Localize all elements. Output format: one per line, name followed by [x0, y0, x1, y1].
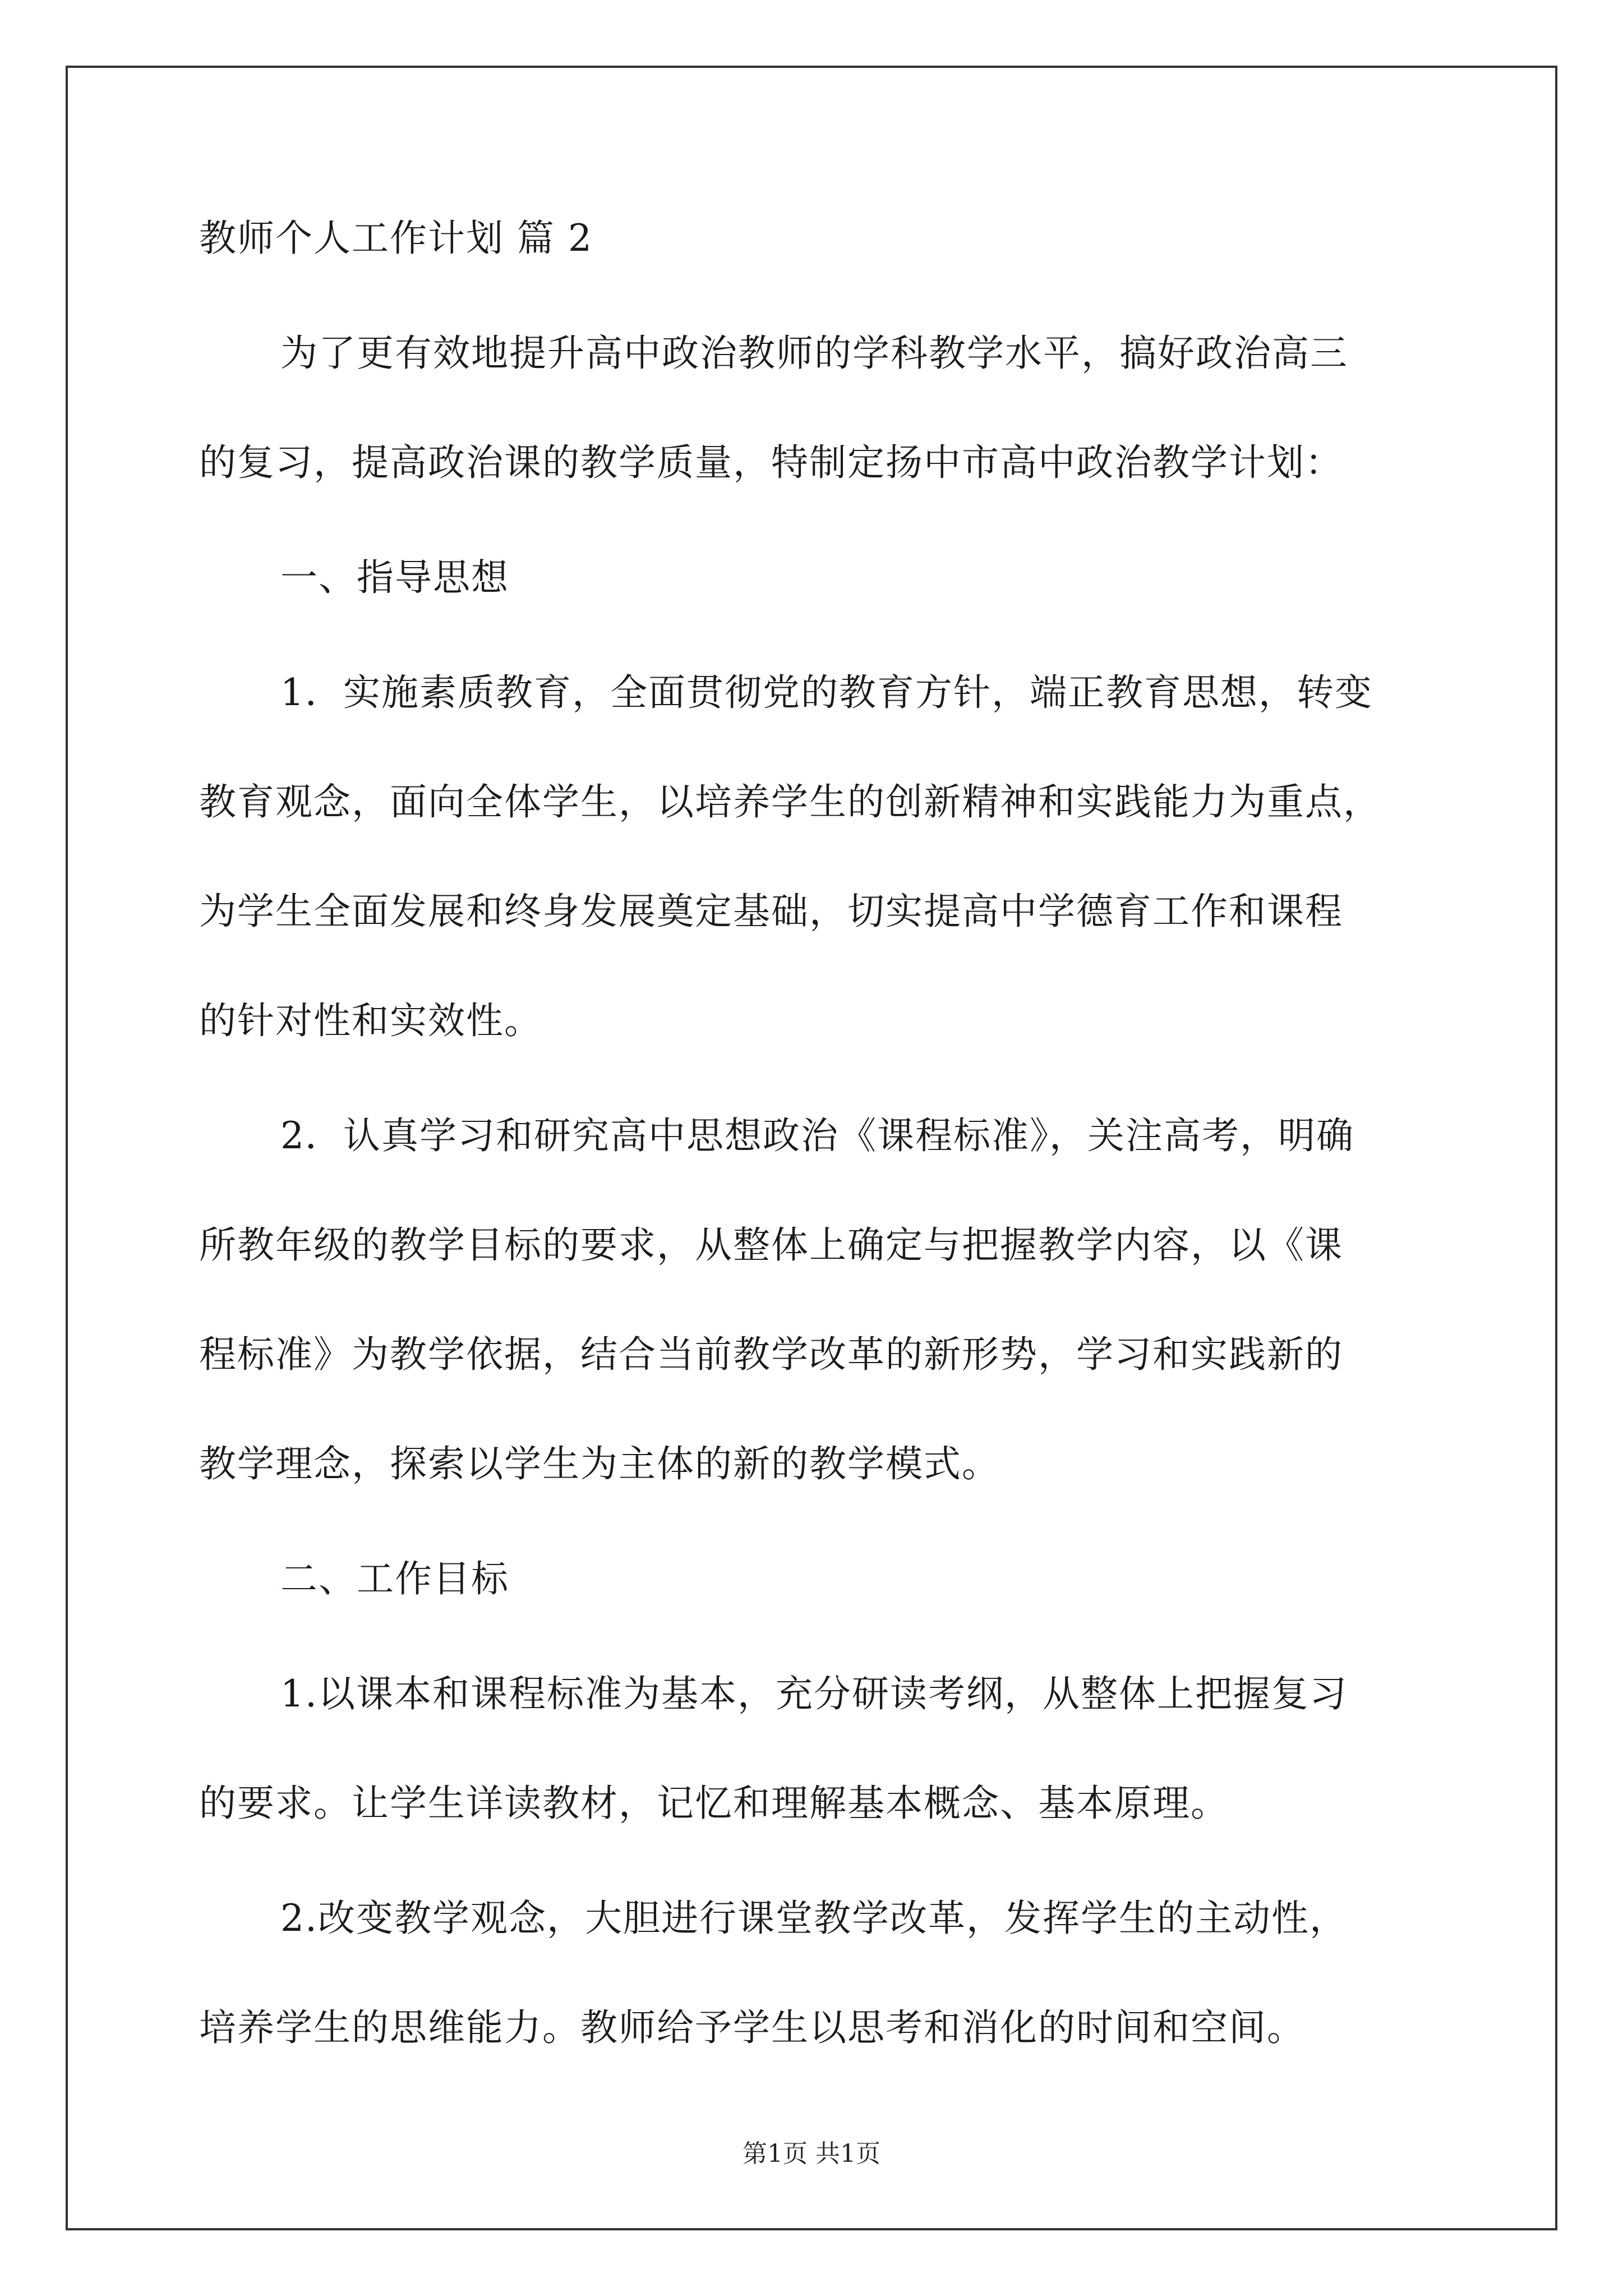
paragraph-line: 教育观念，面向全体学生，以培养学生的创新精神和实践能力为重点，	[199, 780, 1381, 823]
paragraph	[199, 1893, 1433, 2053]
paragraph	[199, 668, 1433, 1046]
paragraph-line: 培养学生的思维能力。教师给予学生以思考和消化的时间和空间。	[199, 2006, 1305, 2049]
page-footer: 第1页 共1页	[743, 2139, 880, 2168]
paragraph-line: 2.改变教学观念，大胆进行课堂教学改革，发挥学生的主动性，	[280, 1897, 1348, 1940]
paragraph	[199, 328, 1433, 488]
paragraph-line: 为了更有效地提升高中政治教师的学科教学水平，搞好政治高三	[280, 332, 1348, 375]
paragraph-line: 1．实施素质教育，全面贯彻党的教育方针，端正教育思想，转变	[280, 671, 1373, 714]
paragraph-line: 教学理念，探索以学生为主体的新的教学模式。	[199, 1442, 1000, 1485]
paragraph-line: 的针对性和实效性。	[199, 999, 542, 1042]
paragraph-line: 1.以课本和课程标准为基本，充分研读考纲，从整体上把握复习	[280, 1672, 1348, 1715]
paragraph-line: 的复习，提高政治课的教学质量，特制定扬中市高中政治教学计划：	[199, 441, 1343, 484]
paragraph-line: 的要求。让学生详读教材，记忆和理解基本概念、基本原理。	[199, 1782, 1229, 1825]
paragraph	[199, 1669, 1433, 1829]
paragraph	[199, 1111, 1433, 1489]
section-heading-text: 二、工作目标	[280, 1557, 509, 1600]
section-heading-text: 一、指导思想	[280, 556, 509, 599]
paragraph-line: 所教年级的教学目标的要求，从整体上确定与把握教学内容，以《课	[199, 1223, 1343, 1267]
section-heading	[199, 1554, 1433, 1604]
document-body	[199, 213, 1433, 2118]
document-title: 教师个人工作计划 篇 2	[199, 217, 593, 260]
paragraph-line: 2．认真学习和研究高中思想政治《课程标准》，关注高考，明确	[280, 1114, 1354, 1157]
paragraph-line: 程标准》为教学依据，结合当前教学改革的新形势，学习和实践新的	[199, 1333, 1343, 1376]
section-heading	[199, 553, 1433, 603]
paragraph-line: 为学生全面发展和终身发展奠定基础，切实提高中学德育工作和课程	[199, 890, 1343, 933]
